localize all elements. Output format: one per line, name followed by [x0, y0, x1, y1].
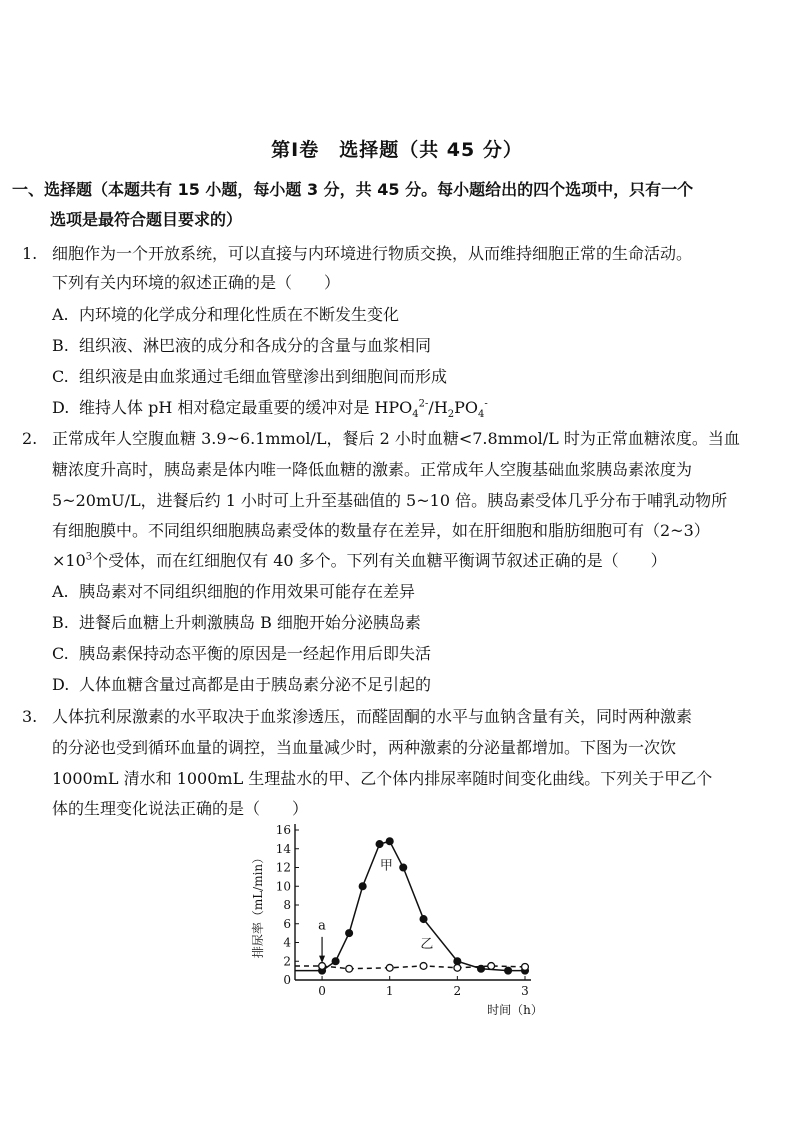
q2-option-a-text: 胰岛素对不同组织细胞的作用效果可能存在差异 [79, 582, 416, 601]
series-point-1 [454, 964, 461, 971]
section-title: 第Ⅰ卷 选择题（共 45 分） [271, 139, 523, 161]
q1-option-b-label: B. [52, 336, 69, 355]
y-tick-label: 0 [283, 973, 291, 987]
q2-option-c [52, 643, 431, 665]
q1-line2: 下列有关内环境的叙述正确的是（ ） [52, 273, 341, 292]
series-point-1 [488, 963, 495, 970]
annotation-arrowhead [319, 956, 325, 964]
q2-option-b-text: 进餐后血糖上升刺激胰岛 B 细胞开始分泌胰岛素 [79, 613, 421, 632]
series-point-1 [346, 965, 353, 972]
q2-line1 [22, 428, 740, 450]
x-tick-label: 3 [521, 984, 529, 998]
q3-line1 [22, 706, 692, 728]
series-point-1 [522, 963, 529, 970]
q1-option-c-label: C. [52, 367, 69, 386]
q2-option-a-label: A. [52, 582, 69, 601]
q2-option-d-label: D. [52, 675, 70, 694]
series-point-1 [386, 964, 393, 971]
q1-option-c [52, 366, 447, 388]
q2-option-c-label: C. [52, 644, 69, 663]
q1-option-d-text: 维持人体 pH 相对稳定最重要的缓冲对是 HPO [79, 398, 413, 417]
chart-labels [250, 823, 543, 1017]
part-heading-line2: 选项是最符合题目要求的） [50, 210, 243, 229]
y-tick-label: 2 [283, 954, 291, 969]
series-point-0 [346, 930, 353, 937]
q2-line2: 糖浓度升高时，胰岛素是体内唯一降低血糖的激素。正常成年人空腹基础血浆胰岛素浓度为 [52, 460, 693, 479]
q1-option-c-text: 组织液是由血浆通过毛细血管壁渗出到细胞间而形成 [79, 367, 448, 386]
urine-rate-chart [240, 820, 560, 1020]
y-axis-label: 排尿率（mL/min） [251, 851, 265, 959]
q1-stem-1: 细胞作为一个开放系统，可以直接与内环境进行物质交换，从而维持细胞正常的生命活动。 [52, 244, 693, 263]
q1-option-d-label: D. [52, 398, 70, 417]
x-tick-label: 0 [318, 984, 326, 998]
x-tick-label: 1 [385, 984, 394, 998]
q2-option-d-text: 人体血糖含量过高都是由于胰岛素分泌不足引起的 [79, 675, 432, 694]
y-tick-label: 16 [275, 823, 291, 837]
chart-series [295, 838, 528, 974]
y-tick-label: 4 [283, 935, 291, 950]
q3-number: 3. [22, 707, 38, 726]
q1-option-a-label: A. [52, 305, 69, 324]
y-tick-label: 14 [275, 841, 291, 856]
q3-line3: 1000mL 清水和 1000mL 生理盐水的甲、乙个体内排尿率随时间变化曲线。下列关于甲乙个 [52, 769, 713, 788]
series-label-0: 甲 [379, 858, 393, 874]
series-point-0 [332, 958, 339, 965]
y-tick-label: 8 [283, 898, 291, 912]
x-axis-label: 时间（h） [487, 1003, 543, 1017]
q2-option-a [52, 581, 415, 603]
q2-line4: 有细胞膜中。不同组织细胞胰岛素受体的数量存在差异，如在肝细胞和脂肪细胞可有（2~3） [52, 521, 710, 540]
y-tick-label: 10 [275, 879, 291, 894]
q2-option-b [52, 612, 421, 634]
q2-option-b-label: B. [52, 613, 69, 632]
q1-option-d [52, 397, 488, 419]
series-point-0 [454, 958, 461, 965]
annotation-a: a [318, 918, 326, 934]
y-tick-label: 6 [283, 916, 291, 931]
q2-exponent: 3 [85, 551, 93, 563]
q1-option-d-formula: $_4^{2-}/H_2PO_4^-$ [412, 398, 488, 421]
series-point-1 [319, 963, 326, 970]
series-point-0 [359, 883, 366, 890]
q3-line4: 体的生理变化说法正确的是（ ） [52, 799, 309, 818]
series-point-0 [400, 864, 407, 871]
x-tick-label: 2 [453, 984, 462, 998]
q1-option-a [52, 304, 399, 326]
q1-number: 1. [22, 244, 38, 263]
q3-stem-1: 人体抗利尿激素的水平取决于血浆渗透压，而醛固酮的水平与血钠含量有关，同时两种激素 [52, 707, 693, 726]
y-tick-label: 12 [275, 860, 291, 875]
part-heading-line1: 一、选择题（本题共有 15 小题，每小题 3 分，共 45 分。每小题给出的四个选项中，只有一个 [12, 180, 694, 199]
q1-option-b-text: 组织液、淋巴液的成分和各成分的含量与血浆相同 [79, 336, 432, 355]
series-label-1: 乙 [420, 937, 434, 953]
series-point-0 [420, 916, 427, 923]
q2-option-d [52, 674, 431, 696]
q1-line1 [22, 243, 692, 265]
series-point-1 [420, 963, 427, 970]
q2-number: 2. [22, 429, 38, 448]
q2-line3: 5~20mU/L，进餐后约 1 小时可上升至基础值的 5~10 倍。胰岛素受体几乎分布于哺乳动物所 [52, 491, 728, 510]
series-point-0 [505, 967, 512, 974]
chart-axes [295, 824, 531, 980]
series-point-0 [376, 841, 383, 848]
q1-option-a-text: 内环境的化学成分和理化性质在不断发生变化 [79, 305, 400, 324]
q2-stem-1: 正常成年人空腹血糖 3.9~6.1mmol/L，餐后 2 小时血糖<7.8mmol/L 时为正常血糖浓度。当血 [52, 429, 740, 448]
q1-option-b [52, 335, 431, 357]
q2-option-c-text: 胰岛素保持动态平衡的原因是一经起作用后即失活 [79, 644, 432, 663]
series-point-0 [386, 838, 393, 845]
series-line-0 [295, 841, 525, 970]
q2-line5: $\times 10^3$个受体，而在红细胞仅有 40 多个。下列有关血糖平衡调节叙述正确的是（ ） [52, 551, 667, 570]
q3-line2: 的分泌也受到循环血量的调控，当血量减少时，两种激素的分泌量都增加。下图为一次饮 [52, 738, 677, 757]
